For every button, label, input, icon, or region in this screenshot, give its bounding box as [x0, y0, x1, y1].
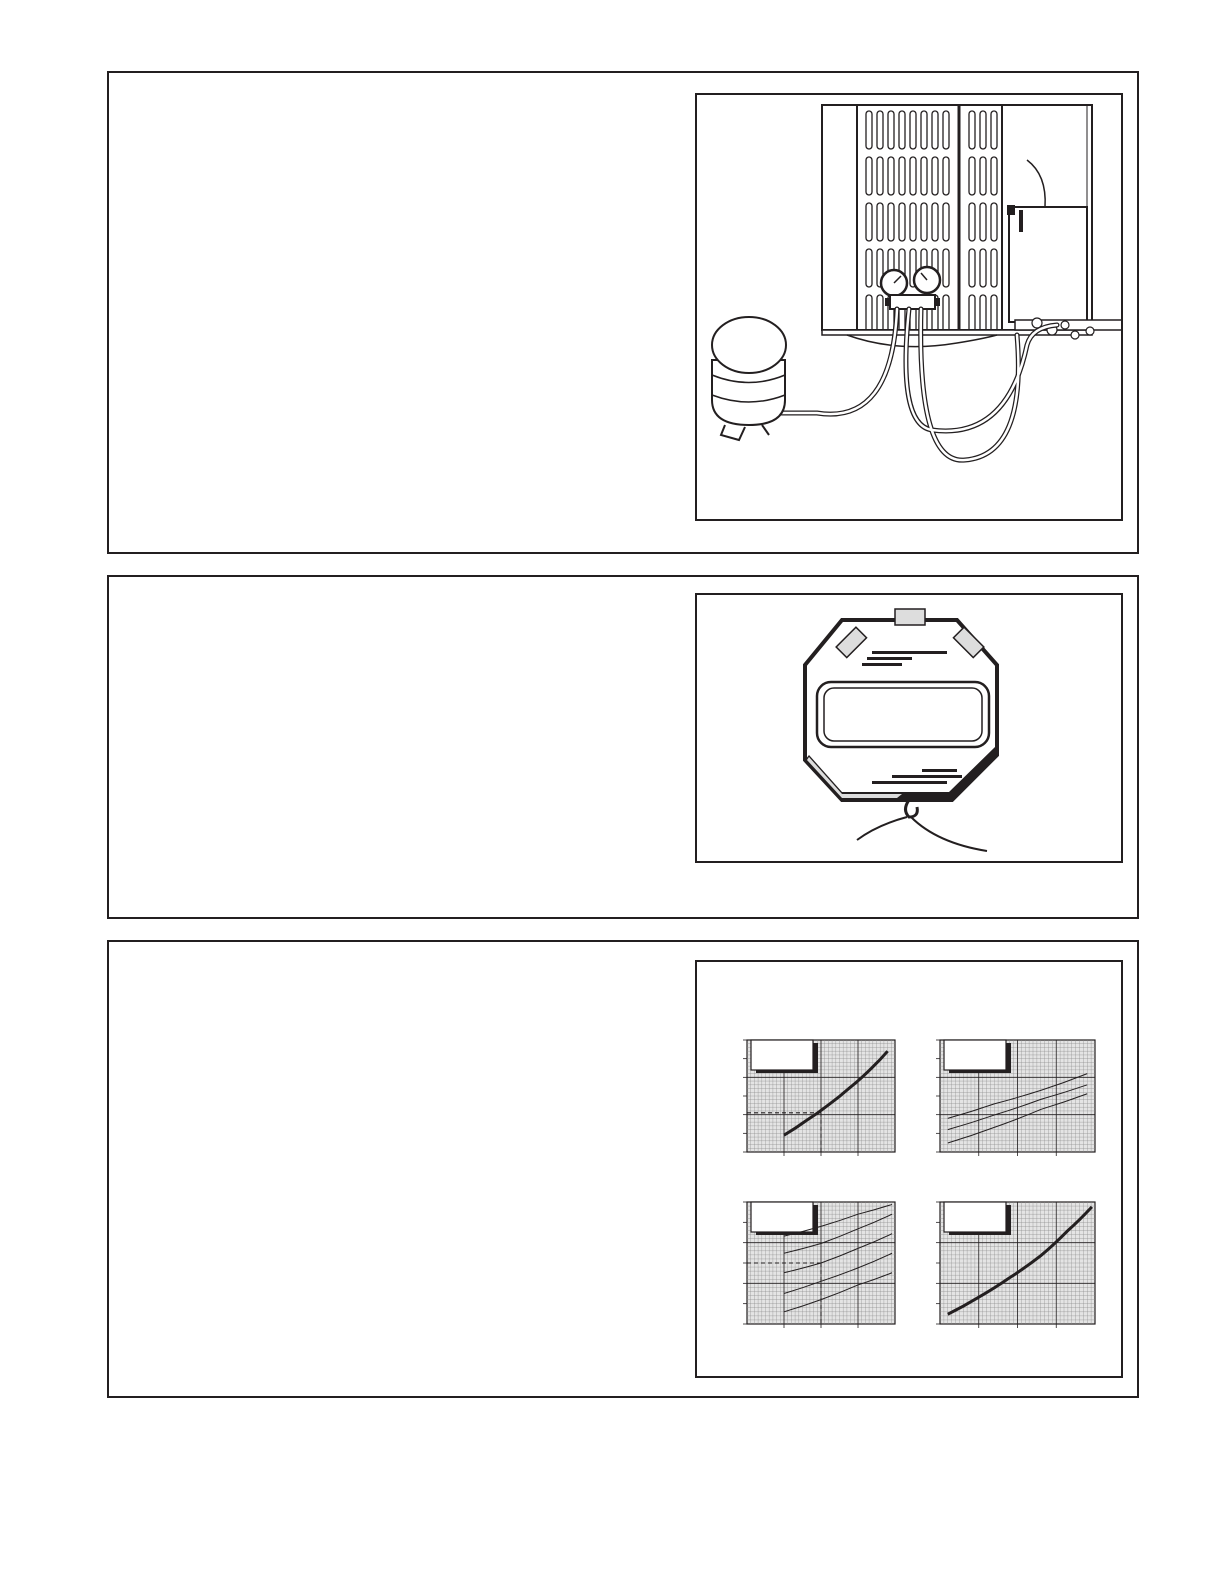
figure-manifold-gauges [695, 93, 1123, 521]
chart-2 [936, 1040, 1095, 1156]
chart-4 [936, 1202, 1095, 1328]
figure-stopwatch [695, 593, 1123, 863]
section-timer [107, 575, 1139, 919]
chart-3 [743, 1202, 895, 1328]
section-refrigerant-recovery [107, 71, 1139, 554]
charts-canvas [697, 962, 1123, 1378]
chart-label-box [751, 1040, 813, 1070]
chart-label-box [944, 1202, 1006, 1232]
outdoor-unit-illustration [697, 95, 1123, 521]
chart-1 [743, 1040, 895, 1156]
chart-label-box [751, 1202, 813, 1232]
refrigerant-tank [712, 317, 786, 440]
top-button [895, 609, 925, 625]
section-charts [107, 940, 1139, 1398]
stopwatch-illustration [697, 595, 1123, 863]
chart-label-box [944, 1040, 1006, 1070]
figure-charts [695, 960, 1123, 1378]
